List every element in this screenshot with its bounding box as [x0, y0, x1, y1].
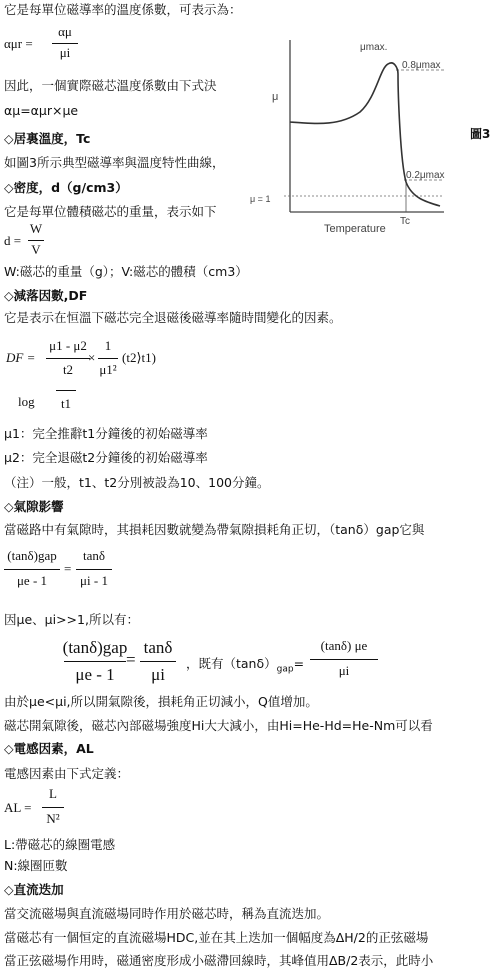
denominator: V [31, 242, 41, 257]
section-heading: ◇電感因素，AL [4, 741, 94, 756]
fraction-bar [310, 659, 378, 660]
text-line: 當磁路中有氣隙時，其損耗因數就變為帶氣隙損耗角正切，（tanδ）gap它與 [4, 522, 425, 537]
subscript: gap [276, 664, 294, 675]
numerator: (tanδ)gap [7, 548, 57, 563]
fraction-bar [56, 390, 76, 391]
text-line: 它是表示在恒溫下磁芯完全退磁後磁導率隨時間變化的因素。 [4, 310, 342, 325]
formula-fraction [62, 638, 128, 688]
text-line: 當正弦磁場作用時，磁通密度形成小磁滯回線時，其峰值用ΔB/2表示，此時小 [4, 953, 434, 968]
text-line: 如圖3所示典型磁導率與溫度特性曲線， [4, 155, 225, 170]
formula-lhs: αμr = [4, 36, 33, 51]
formula-fraction [308, 638, 380, 684]
numerator: (tanδ)gap [62, 638, 128, 657]
mu-one-label: μ = 1 [250, 194, 271, 204]
numerator: tanδ [143, 638, 173, 657]
equals-sign: = [64, 561, 72, 576]
tc-label: Tc [400, 216, 410, 227]
denominator: t2 [62, 362, 74, 377]
denominator: μi [59, 45, 71, 60]
text-line: αμ=αμr×μe [4, 103, 79, 118]
formula-fraction [50, 24, 80, 64]
denominator: μi [338, 663, 350, 678]
formula-fraction [26, 221, 46, 261]
fraction-bar [140, 661, 176, 662]
numerator: (tanδ) μe [320, 638, 368, 653]
denominator: μe - 1 [75, 665, 115, 684]
numerator: 1 [104, 338, 112, 353]
equals-sign: = [126, 650, 136, 669]
section-heading: ◇減落因數,DF [4, 288, 88, 303]
formula-fraction [138, 638, 178, 688]
times-sign: × [88, 350, 96, 365]
text-line: N:線圈匝數 [4, 858, 68, 873]
fraction-bar [42, 807, 64, 808]
formula-lhs: DF = [6, 350, 36, 365]
text-line: 因此，一個實際磁芯溫度係數由下式決 [4, 78, 217, 93]
text-line: ，既有（tanδ） [186, 656, 277, 671]
text-line: 它是每單位體積磁芯的重量，表示如下 [4, 204, 217, 219]
text-line: 由於μe<μi,所以開氣隙後，損耗角正切減小，Q值增加。 [4, 694, 318, 709]
text-line: 當交流磁場與直流磁場同時作用於磁芯時，稱為直流迭加。 [4, 906, 330, 921]
text-line: 因μe、μi>>1,所以有： [4, 612, 139, 627]
formula-condition: (t2⟩t1) [122, 350, 156, 365]
section-heading: ◇居裏溫度，Tc [4, 131, 91, 146]
fraction-bar [64, 661, 126, 662]
formula-fraction [2, 548, 62, 594]
formula-lhs: AL = [4, 800, 32, 815]
denominator: N² [46, 811, 60, 826]
denominator: μ1² [99, 362, 117, 377]
level-02-label: 0.2μmax [406, 170, 445, 181]
section-heading: ◇密度，d（g/cm3） [4, 180, 128, 195]
numerator: W [29, 221, 43, 236]
formula-lhs: d = [4, 233, 22, 248]
fraction-bar [28, 240, 44, 241]
mu-max-label: μmax. [360, 42, 388, 53]
text-line: W:磁芯的重量（g）；V:磁芯的體積（cm3） [4, 264, 248, 279]
text-line: 磁芯開氣隙後，磁芯內部磁場強度Hi大大減小，由Hi=He-Hd=He-Nm可以看 [4, 718, 433, 733]
section-heading: ◇氣隙影響 [4, 499, 64, 514]
log-label: log [18, 394, 35, 409]
numerator: μ1 - μ2 [49, 338, 87, 353]
text-line: μ2：完全退磁t2分鐘後的初始磁導率 [4, 450, 208, 465]
log-fraction [54, 386, 78, 416]
formula-fraction [96, 338, 120, 382]
text-line: 它是每單位磁導率的溫度係數，可表示為： [4, 2, 242, 17]
fraction-bar [52, 43, 78, 44]
denominator: μe - 1 [16, 573, 48, 588]
numerator: tanδ [82, 548, 105, 563]
text-line: μ1：完全推辭t1分鐘後的初始磁導率 [4, 426, 208, 441]
formula-fraction [44, 338, 92, 382]
text-line: 當磁芯有一個恒定的直流磁場HDC,並在其上迭加一個幅度為ΔH/2的正弦磁場 [4, 930, 429, 945]
y-axis-label: μ [272, 91, 279, 103]
fraction-bar [4, 569, 60, 570]
denominator: μi - 1 [80, 573, 108, 588]
fraction-bar [76, 569, 112, 570]
denominator: t1 [60, 396, 72, 411]
formula-fraction [74, 548, 114, 594]
equals-sign: = [293, 656, 305, 671]
text-line: （注）一般，t1、t2分別被設為10、100分鐘。 [4, 475, 270, 490]
numerator: L [49, 786, 57, 801]
permeability-temperature-figure [248, 30, 493, 245]
formula-fraction [40, 786, 66, 830]
numerator: αμ [58, 24, 72, 39]
section-heading: ◇直流迭加 [4, 882, 64, 897]
permeability-curve [290, 63, 440, 206]
figure-label: 圖3 [470, 127, 491, 141]
text-line: L:帶磁芯的線圈電感 [4, 837, 116, 852]
text-line: 電感因素由下式定義： [4, 766, 130, 781]
fraction-bar [98, 358, 118, 359]
text-inline [186, 654, 304, 675]
denominator: μi [151, 665, 165, 684]
x-axis-label: Temperature [324, 223, 386, 235]
fraction-bar [46, 358, 90, 359]
level-08-label: 0.8μmax [402, 60, 441, 71]
